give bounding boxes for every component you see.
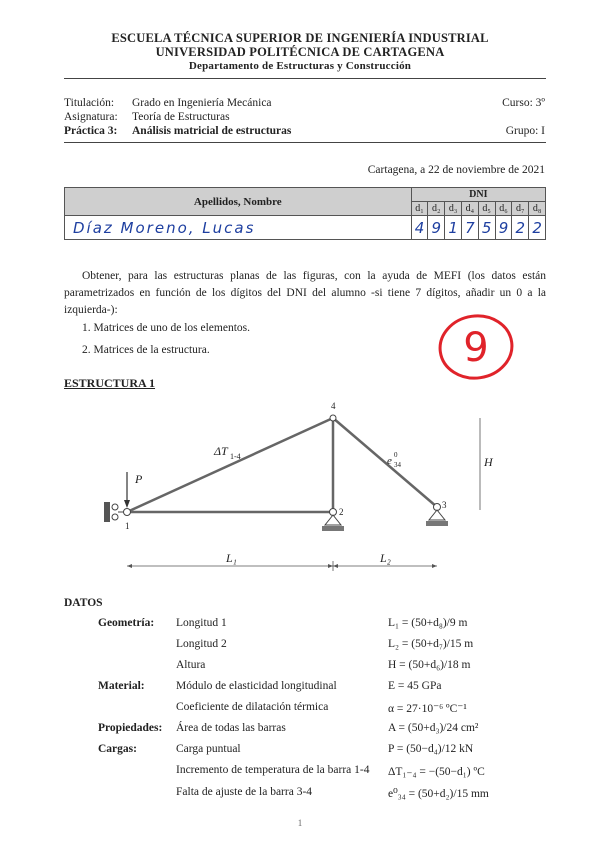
support-2 [322, 515, 344, 531]
datos-expression: ΔT₁₋₄ = −(50−d₁) ºC [388, 766, 485, 778]
datos-description: Altura [176, 659, 206, 671]
label-e34-sub: 34 [394, 461, 401, 469]
asignatura-label: Asignatura: [64, 111, 118, 123]
label-dt14: ΔT [214, 444, 228, 458]
grade-mark [436, 312, 516, 382]
datos-description: Área de todas las barras [176, 722, 286, 734]
dni-digit: 9 [428, 216, 445, 240]
dni-digit: 1 [445, 216, 462, 240]
department-name: Departamento de Estructuras y Construcción [188, 60, 412, 72]
datos-description: Longitud 1 [176, 617, 227, 629]
datos-category: Cargas: [98, 743, 137, 755]
load-p-arrow [124, 472, 130, 508]
dni-digit: 2 [529, 216, 546, 240]
dni-digit: 4 [411, 216, 428, 240]
section-title: ESTRUCTURA 1 [64, 376, 156, 390]
datos-expression: e⁰₃₄ = (50+d₂)/15 mm [388, 788, 489, 800]
label-dt14-sub: 1-4 [230, 452, 241, 461]
instruction-item-1: 1. Matrices de uno de los elementos. [82, 322, 250, 334]
bar-3-4 [333, 418, 437, 507]
instructions-paragraph: Obtener, para las estructuras planas de las figuras, con la ayuda de MEFI (los datos están parametrizados en función de los dígitos del DNI del alumno -si tiene 7 dígitos, añadir un 0 a la izquierda-): [64, 270, 546, 316]
node-1 [124, 509, 131, 516]
datos-category: Geometría: [98, 617, 155, 629]
grade-text: 9 [463, 325, 489, 371]
digit-header: d₅ [478, 202, 495, 216]
datos-category: Propiedades: [98, 722, 163, 734]
datos-expression: α = 27·10⁻⁶ ºC⁻¹ [388, 703, 467, 715]
practica-value: Análisis matricial de estructuras [132, 125, 292, 137]
label-e34-sup: 0 [394, 451, 398, 459]
datos-description: Longitud 2 [176, 638, 227, 650]
datos-description: Falta de ajuste de la barra 3-4 [176, 786, 313, 798]
dni-header: DNI [411, 188, 545, 202]
datos-expression: L₁ = (50+d₈)/9 m [388, 617, 468, 629]
info-rule [64, 142, 546, 143]
datos-description: Incremento de temperatura de la barra 1-4 [176, 764, 370, 776]
dni-digit: 7 [461, 216, 478, 240]
label-h: H [484, 455, 493, 469]
asignatura-value: Teoría de Estructuras [132, 111, 230, 123]
digit-header: d₃ [445, 202, 462, 216]
datos-category: Material: [98, 680, 145, 692]
titulacion-value: Grado en Ingeniería Mecánica [132, 97, 272, 109]
node-4 [330, 415, 336, 421]
digit-header: d₂ [428, 202, 445, 216]
student-name: Díaz Moreno, Lucas [65, 216, 412, 240]
student-table [64, 187, 546, 240]
support-1 [104, 502, 124, 522]
label-p: P [135, 472, 143, 486]
label-node-2: 2 [339, 507, 344, 517]
grupo-label: Grupo: I [505, 125, 545, 137]
instruction-item-2: 2. Matrices de la estructura. [82, 344, 210, 356]
name-header: Apellidos, Nombre [65, 188, 412, 216]
datos-description: Coeficiente de dilatación térmica [176, 701, 329, 713]
datos-expression: P = (50−d₄)/12 kN [388, 743, 474, 755]
label-e34: e [387, 455, 392, 467]
header-rule [64, 78, 546, 79]
datos-expression: A = (50+d₃)/24 cm² [388, 722, 479, 734]
digit-header: d₈ [529, 202, 546, 216]
titulacion-label: Titulación: [64, 97, 115, 109]
bar-1-4 [127, 418, 333, 512]
practica-label: Práctica 3: [64, 125, 118, 137]
university-name: UNIVERSIDAD POLITÉCNICA DE CARTAGENA [155, 45, 445, 59]
label-node-3: 3 [442, 500, 447, 510]
datos-expression: L₂ = (50+d₇)/15 m [388, 638, 474, 650]
datos-expression: H = (50+d₆)/18 m [388, 659, 471, 671]
label-node-4: 4 [331, 401, 336, 411]
datos-description: Carga puntual [176, 743, 241, 755]
digit-header: d₁ [411, 202, 428, 216]
label-node-1: 1 [125, 521, 130, 531]
digit-header: d₄ [461, 202, 478, 216]
dni-digit: 2 [512, 216, 529, 240]
label-l2: L₂ [380, 551, 391, 565]
dni-digit: 5 [478, 216, 495, 240]
datos-title: DATOS [64, 597, 103, 609]
page-number: 1 [297, 818, 303, 828]
support-3 [426, 510, 448, 526]
datos-description: Módulo de elasticidad longitudinal [176, 680, 337, 692]
date-line: Cartagena, a 22 de noviembre de 2021 [367, 164, 545, 176]
school-name: ESCUELA TÉCNICA SUPERIOR DE INGENIERÍA INDUSTRIAL [111, 31, 489, 45]
digit-header: d₆ [495, 202, 512, 216]
dni-digit: 9 [495, 216, 512, 240]
curso-label: Curso: 3º [502, 97, 545, 109]
structure-diagram [0, 390, 600, 580]
digit-header: d₇ [512, 202, 529, 216]
label-l1: L₁ [226, 551, 237, 565]
datos-expression: E = 45 GPa [388, 680, 442, 692]
